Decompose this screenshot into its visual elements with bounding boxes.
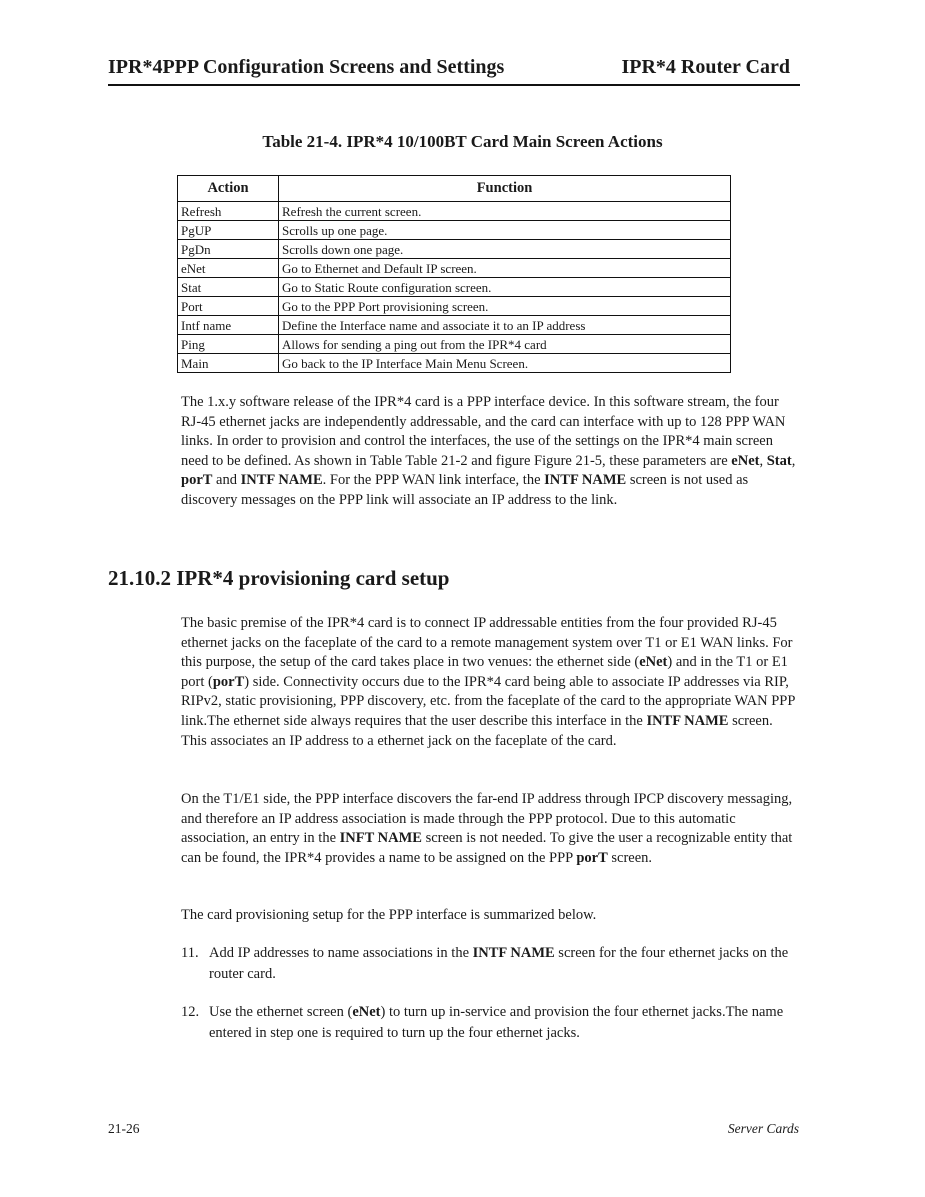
- step-number: 11.: [181, 945, 199, 961]
- function-cell: Go to Static Route configuration screen.: [279, 278, 731, 297]
- header-card-name: IPR*4 Router Card: [621, 56, 790, 78]
- step-text: Use the ethernet screen (eNet) to turn up in-service and provision the four ethernet jacks.The name entered in step one is required to turn up the four ethernet jacks.: [209, 1004, 784, 1041]
- step-number: 12.: [181, 1004, 200, 1020]
- column-header-function: Function: [279, 176, 731, 202]
- table-row: [178, 221, 731, 240]
- function-cell: Define the Interface name and associate it to an IP address: [279, 316, 731, 335]
- summary-paragraph: The card provisioning setup for the PPP interface is summarized below.: [181, 907, 597, 923]
- header-title: IPR*4PPP Configuration Screens and Settings: [108, 56, 505, 78]
- action-cell: Stat: [178, 278, 279, 297]
- function-cell: Go to the PPP Port provisioning screen.: [279, 297, 731, 316]
- actions-table: [177, 175, 731, 373]
- action-cell: PgDn: [178, 240, 279, 259]
- table-row: [178, 202, 731, 221]
- table-row: [178, 278, 731, 297]
- action-cell: Main: [178, 354, 279, 373]
- footer-section: Server Cards: [727, 1121, 799, 1136]
- page-number: 21-26: [108, 1121, 140, 1136]
- action-cell: Port: [178, 297, 279, 316]
- intro-paragraph: The 1.x.y software release of the IPR*4 card is a PPP interface device. In this software stream, the four RJ-45 ethernet jacks are independently addressable, and the card can interface with up to 128 PPP WAN links. In order to provision and control the interfaces, the use of the settings on the IPR*4 main screen need to be defined. As shown in Table Table 21-2 and figure Figure 21-5, these parameters are eNet, Stat, porT and INTF NAME. For the PPP WAN link interface, the INTF NAME screen is not used as discovery messages on the PPP link will associate an IP address to the link.: [181, 394, 796, 508]
- table-header-row: [178, 176, 731, 202]
- table-row: [178, 259, 731, 278]
- section-heading: 21.10.2 IPR*4 provisioning card setup: [108, 566, 450, 590]
- table-row: [178, 240, 731, 259]
- list-item: [181, 943, 801, 984]
- action-cell: Ping: [178, 335, 279, 354]
- list-item: [181, 1002, 801, 1043]
- action-cell: eNet: [178, 259, 279, 278]
- page-header: [108, 56, 800, 86]
- action-cell: Intf name: [178, 316, 279, 335]
- column-header-action: Action: [178, 176, 279, 202]
- step-text: Add IP addresses to name associations in the INTF NAME screen for the four ethernet jacks on the router card.: [209, 945, 789, 982]
- action-cell: PgUP: [178, 221, 279, 240]
- table-row: [178, 335, 731, 354]
- table-row: [178, 354, 731, 373]
- action-cell: Refresh: [178, 202, 279, 221]
- function-cell: Refresh the current screen.: [279, 202, 731, 221]
- function-cell: Go back to the IP Interface Main Menu Screen.: [279, 354, 731, 373]
- function-cell: Scrolls up one page.: [279, 221, 731, 240]
- function-cell: Scrolls down one page.: [279, 240, 731, 259]
- table-row: [178, 316, 731, 335]
- premise-paragraph: The basic premise of the IPR*4 card is to connect IP addressable entities from the four provided RJ-45 ethernet jacks on the faceplate of the card to a remote management system over T1 or E1 WAN links. For this purpose, the setup of the card takes place in two venues: the ethernet side (eNet) and in the T1 or E1 port (porT) side. Connectivity occurs due to the IPR*4 card being able to associate IP addresses via RIP, RIPv2, static provisioning, PPP discovery, etc. from the faceplate of the card to the appropriate WAN PPP link.The ethernet side always requires that the user describe this interface in the INTF NAME screen. This associates an IP address to a ethernet jack on the faceplate of the card.: [181, 615, 795, 749]
- function-cell: Go to Ethernet and Default IP screen.: [279, 259, 731, 278]
- t1e1-paragraph: On the T1/E1 side, the PPP interface discovers the far-end IP address through IPCP discovery messaging, and therefore an IP address association is made through the PPP protocol. Due to this automatic association, an entry in the INFT NAME screen is not needed. To give the user a recognizable entity that can be found, the IPR*4 provides a name to be assigned on the PPP porT screen.: [181, 791, 793, 866]
- table-row: [178, 297, 731, 316]
- header-rule: [108, 84, 800, 86]
- table-title: Table 21-4. IPR*4 10/100BT Card Main Screen Actions: [262, 132, 663, 151]
- function-cell: Allows for sending a ping out from the IPR*4 card: [279, 335, 731, 354]
